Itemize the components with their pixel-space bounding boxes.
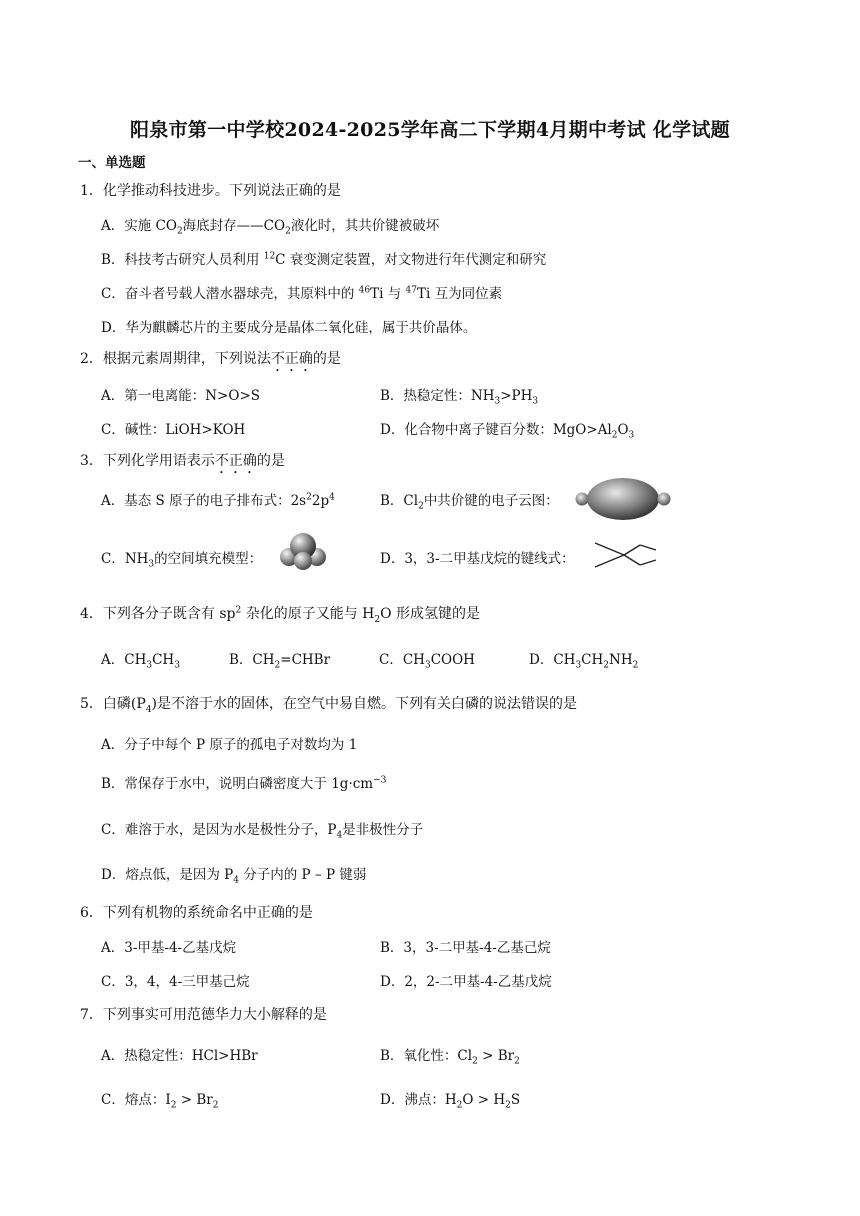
question-7-option-a: A．热稳定性：HCl>HBr <box>101 1048 258 1064</box>
question-4-option-a: A．$CH_3CH_3$ <box>101 652 180 671</box>
question-5-option-b: B．常保存于水中，说明白磷密度大于 $1g\cdot cm^{-3}$ <box>101 775 387 792</box>
question-3-option-c: C．$NH_3$的空间填充模型： <box>101 551 263 570</box>
question-3-option-d: D．3，3-二甲基戊烷的键线式： <box>380 551 575 567</box>
question-1-option-b: B．科技考古研究人员利用 $^{12}$C 衰变测定装置，对文物进行年代测定和研究 <box>101 251 547 268</box>
question-2-option-d: D．化合物中离子键百分数：$MgO>Al_2O_3$ <box>380 422 635 441</box>
question-6-option-c: C．3，4，4-三甲基己烷 <box>101 974 250 990</box>
skeletal-formula-image <box>592 540 658 570</box>
question-7-option-c: C．熔点：$I_2 > Br_2$ <box>101 1092 219 1111</box>
question-2-stem: 2．根据元素周期律，下列说法不正确的是 <box>80 351 341 367</box>
question-1-option-a: A．实施 $CO_2$海底封存$——CO_2$液化时，其共价键被破坏 <box>101 218 440 237</box>
question-4-option-d: D．$CH_3CH_2NH_2$ <box>529 652 639 671</box>
question-5-option-d: D．熔点低，是因为 $P_4$ 分子内的 P – P 键弱 <box>101 867 367 886</box>
question-3-option-a: A．基态 S 原子的电子排布式：$2s^22p^4$ <box>101 492 335 509</box>
question-1-option-c: C．奋斗者号载人潜水器球壳，其原料中的 $^{46}$Ti 与 $^{47}$Ti 互为同位素 <box>101 285 503 302</box>
question-6-option-d: D．2，2-二甲基-4-乙基戊烷 <box>380 974 552 990</box>
question-2-option-c: C．碱性：LiOH>KOH <box>101 422 246 438</box>
question-5-option-c: C．难溶于水，是因为水是极性分子，$P_4$是非极性分子 <box>101 822 424 841</box>
question-7-stem: 7．下列事实可用范德华力大小解释的是 <box>80 1007 327 1023</box>
nh3-space-filling-model-image <box>276 530 330 572</box>
question-4-option-c: C．$CH_3COOH$ <box>379 652 475 671</box>
question-6-option-b: B．3，3-二甲基-4-乙基己烷 <box>380 940 551 956</box>
question-7-option-d: D．沸点：$H_2O > H_2S$ <box>380 1092 521 1111</box>
question-2-option-a: A．第一电离能：N>O>S <box>101 388 261 404</box>
question-1-option-d: D．华为麒麟芯片的主要成分是晶体二氧化硅，属于共价晶体。 <box>101 320 477 336</box>
question-5-option-a: A．分子中每个 P 原子的孤电子对数均为 1 <box>101 737 358 753</box>
question-6-stem: 6．下列有机物的系统命名中正确的是 <box>80 905 313 921</box>
electron-cloud-image <box>574 476 672 522</box>
question-5-stem: 5．白磷$(P_4)$是不溶于水的固体，在空气中易自燃。下列有关白磷的说法错误的是 <box>80 696 578 715</box>
page-title: 阳泉市第一中学校2024-2025学年高二下学期4月期中考试 化学试题 <box>130 119 730 141</box>
question-4-option-b: B．$CH_2=CHBr$ <box>229 652 331 671</box>
question-2-option-b: B．热稳定性：$NH_3>PH_3$ <box>380 388 539 407</box>
question-3-stem: 3．下列化学用语表示不正确的是 <box>80 453 285 469</box>
question-6-option-a: A．3-甲基-4-乙基戊烷 <box>101 940 237 956</box>
question-3-option-b: B．$Cl_2$中共价键的电子云图： <box>380 493 559 512</box>
section-heading: 一、单选题 <box>78 155 146 171</box>
question-1-stem: 1．化学推动科技进步。下列说法正确的是 <box>80 183 341 199</box>
question-7-option-b: B．氧化性：$Cl_2 > Br_2$ <box>380 1048 520 1067</box>
question-4-stem: 4．下列各分子既含有 $sp^2$ 杂化的原子又能与 $H_2O$ 形成氢键的是 <box>80 605 481 625</box>
